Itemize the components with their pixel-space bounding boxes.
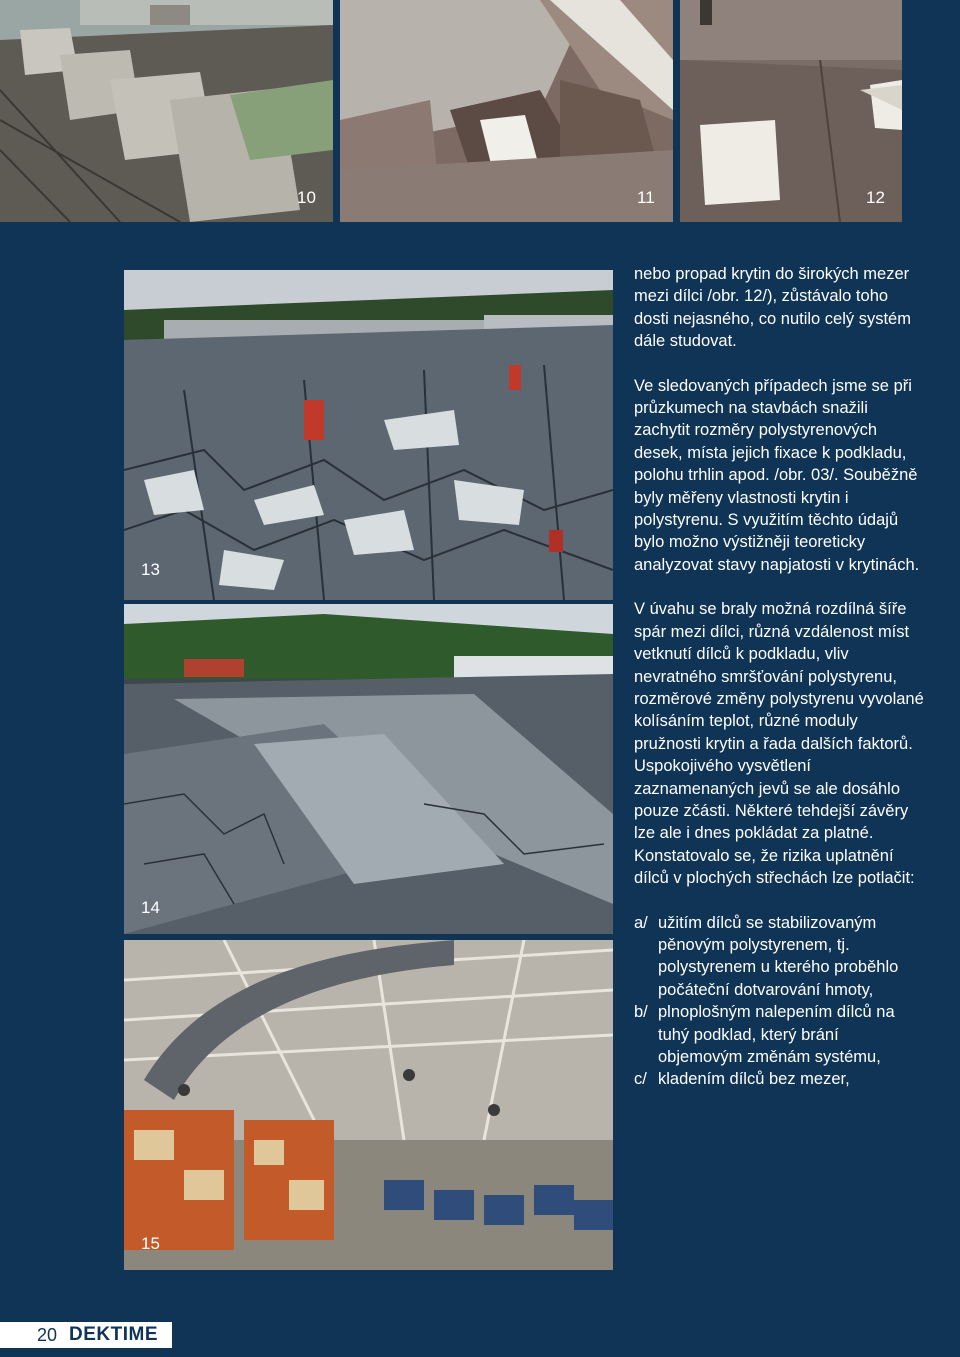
photo-number: 10 [297,188,316,207]
list-text: kladením dílců bez mezer, [658,1070,850,1089]
list-text: užitím dílců se stabilizovaným pěnovým polystyrenem, tj. polystyrenem u kterého proběhlo počáteční dotvarování hmoty, [658,913,899,999]
page-number: 20 [37,1325,58,1345]
paragraph-2: Ve sledovaných případech jsme se při průzkumech na stavbách snažili zachytit rozměry polystyrenových desek, místa jejich fixace k podkladu, polohu trhlin apod. /obr. 03/. Souběžně byly měřeny vlastnosti krytin i polystyrenu. S využitím těchto údajů bylo možno výstižněji teoreticky analyzovat stavy napjatosti v krytinách. [634,376,920,574]
photo-warehouse-interior [124,940,613,1270]
photo-damaged-roof [340,0,673,222]
paragraph-3: V úvahu se braly možná rozdílná šíře spár mezi dílci, různá vzdálenost míst vetknutí dílců k podkladu, vliv nevratného smršťování polystyrenu, rozměrové změny polystyrenu vyvolané kolísáním teplot, různé moduly pružnosti krytin a řada dalších faktorů. Uspokojivého vysvětlení zaznamenaných jevů se ale dosáhlo pouze zčásti. Některé tehdejší závěry lze ale i dnes pokládat za platné. Konstatovalo se, že rizika uplatnění dílců v plochých střechách lze potlačit: [634,600,924,888]
photo-number: 13 [141,560,160,579]
list-marker: c/ [634,1070,647,1089]
list-marker: b/ [634,1003,648,1022]
photo-number: 12 [866,188,885,207]
list-text: plnoplošným nalepením dílců na tuhý podklad, který brání objemovým změnám systému, [658,1003,895,1066]
list-marker: a/ [634,913,648,932]
photo-roof-holes [680,0,902,222]
risk-list [634,912,924,1091]
photo-number: 14 [141,898,160,917]
photo-cracked-roof [124,270,613,600]
page-footer [0,1322,172,1348]
article-text [634,263,924,1091]
photo-number: 11 [637,188,655,207]
list-item [634,912,924,1002]
paragraph-1: nebo propad krytin do širokých mezer mezi dílci /obr. 12/), zůstávalo toho dosti nejasného, co nutilo celý systém dále studovat. [634,265,911,351]
photo-roof-panels [0,0,333,222]
brand-logo: DEKTIME [69,1324,158,1345]
list-item [634,1068,924,1090]
photo-number: 15 [141,1234,160,1253]
list-item [634,1001,924,1068]
photo-patched-roof [124,604,613,934]
